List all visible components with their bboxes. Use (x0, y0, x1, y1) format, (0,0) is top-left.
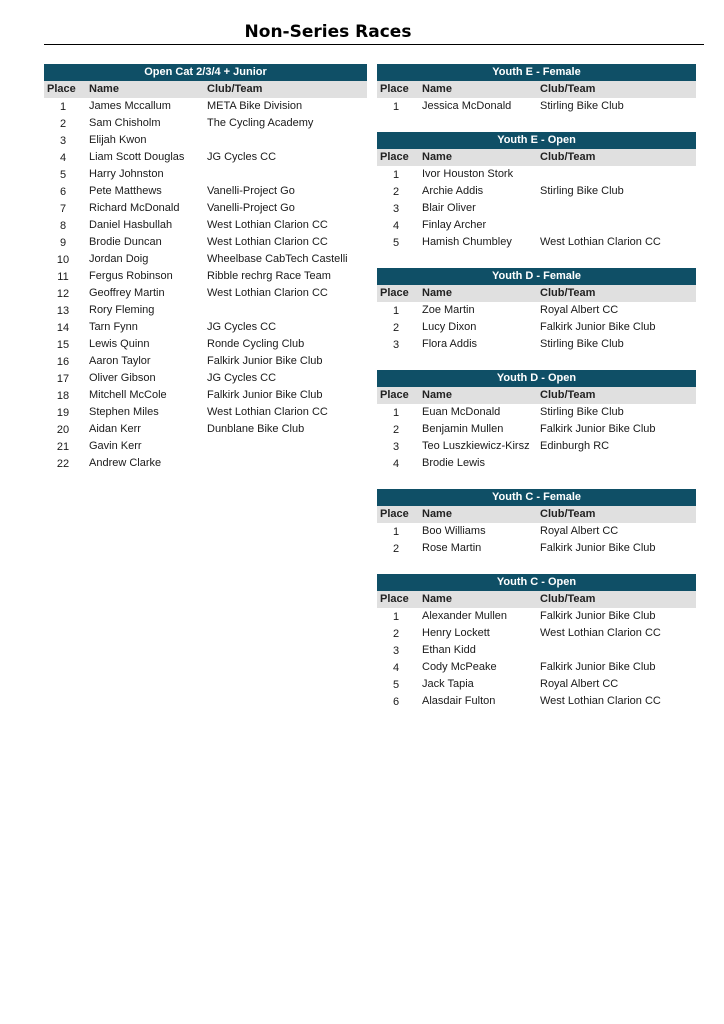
club-cell: JG Cycles CC (207, 321, 277, 333)
place-cell: 7 (59, 203, 67, 215)
table-row (44, 319, 367, 336)
table-row (44, 268, 367, 285)
table-title: Youth C - Open (377, 574, 696, 591)
place-header: Place (47, 83, 76, 95)
club-cell: West Lothian Clarion CC (540, 695, 661, 707)
name-cell: Flora Addis (422, 338, 478, 350)
name-cell: Stephen Miles (89, 406, 159, 418)
club-cell (540, 166, 696, 183)
club-header: Club/Team (540, 389, 596, 401)
club-cell: META Bike Division (207, 100, 303, 112)
place-cell: 17 (56, 373, 70, 385)
table-row (377, 540, 696, 557)
table-row (44, 438, 367, 455)
club-cell: Ribble rechrg Race Team (207, 270, 331, 282)
place-cell: 5 (392, 679, 400, 691)
column-header-row (377, 506, 696, 523)
table-row (44, 302, 367, 319)
club-header: Club/Team (540, 287, 596, 299)
table-row (44, 353, 367, 370)
club-header: Club/Team (540, 593, 596, 605)
table-row (377, 523, 696, 540)
club-cell (540, 217, 696, 234)
name-cell: Mitchell McCole (89, 389, 167, 401)
results-table (44, 64, 367, 472)
name-header: Name (422, 389, 452, 401)
column-header-row (44, 81, 367, 98)
name-cell: James Mccallum (89, 100, 171, 112)
place-cell: 2 (392, 543, 400, 555)
table-row (377, 234, 696, 251)
club-cell: Falkirk Junior Bike Club (207, 355, 323, 367)
name-cell: Lucy Dixon (422, 321, 477, 333)
name-cell: Fergus Robinson (89, 270, 173, 282)
table-row (44, 421, 367, 438)
table-row (44, 183, 367, 200)
name-cell: Jordan Doig (89, 253, 149, 265)
table-row (44, 166, 367, 183)
table-row (44, 234, 367, 251)
name-cell: Cody McPeake (422, 661, 497, 673)
club-cell: Falkirk Junior Bike Club (540, 423, 656, 435)
club-cell: The Cycling Academy (207, 117, 314, 129)
name-cell: Pete Matthews (89, 185, 162, 197)
place-cell: 4 (392, 458, 400, 470)
place-cell: 5 (392, 237, 400, 249)
club-cell: Edinburgh RC (540, 440, 610, 452)
table-row (377, 659, 696, 676)
place-cell: 3 (392, 203, 400, 215)
name-cell: Tarn Fynn (89, 321, 138, 333)
place-cell: 12 (56, 288, 70, 300)
results-table (377, 489, 696, 557)
name-cell: Sam Chisholm (89, 117, 161, 129)
club-cell: Stirling Bike Club (540, 185, 624, 197)
table-title: Youth E - Open (377, 132, 696, 149)
name-cell: Brodie Lewis (422, 457, 485, 469)
place-cell: 10 (56, 254, 70, 266)
club-cell: Dunblane Bike Club (207, 423, 305, 435)
place-cell: 9 (59, 237, 67, 249)
table-title: Open Cat 2/3/4 + Junior (44, 64, 367, 81)
name-cell: Richard McDonald (89, 202, 180, 214)
club-cell: Falkirk Junior Bike Club (540, 321, 656, 333)
club-cell (540, 200, 696, 217)
club-cell: Stirling Bike Club (540, 100, 624, 112)
name-cell: Teo Luszkiewicz-Kirsz (422, 440, 530, 452)
table-row (44, 336, 367, 353)
name-cell: Elijah Kwon (89, 134, 147, 146)
club-cell: Stirling Bike Club (540, 406, 624, 418)
table-row (44, 115, 367, 132)
place-cell: 18 (56, 390, 70, 402)
table-title: Youth E - Female (377, 64, 696, 81)
table-row (44, 387, 367, 404)
table-row (44, 455, 367, 472)
club-header: Club/Team (540, 83, 596, 95)
table-title: Youth D - Open (377, 370, 696, 387)
table-title: Youth D - Female (377, 268, 696, 285)
club-cell: JG Cycles CC (207, 151, 277, 163)
name-header: Name (422, 151, 452, 163)
name-cell: Jack Tapia (422, 678, 474, 690)
place-cell: 2 (392, 424, 400, 436)
place-cell: 4 (59, 152, 67, 164)
place-cell: 3 (59, 135, 67, 147)
place-cell: 6 (392, 696, 400, 708)
club-cell: West Lothian Clarion CC (207, 406, 328, 418)
club-cell: Falkirk Junior Bike Club (540, 661, 656, 673)
place-cell: 22 (56, 458, 70, 470)
name-cell: Rose Martin (422, 542, 482, 554)
title-divider (44, 44, 704, 45)
place-header: Place (380, 389, 409, 401)
name-header: Name (422, 593, 452, 605)
club-cell (207, 302, 367, 319)
results-table (377, 64, 696, 115)
name-cell: Aidan Kerr (89, 423, 141, 435)
results-table (377, 574, 696, 710)
name-cell: Ethan Kidd (422, 644, 476, 656)
table-row (377, 319, 696, 336)
name-cell: Euan McDonald (422, 406, 501, 418)
table-row (377, 693, 696, 710)
name-cell: Benjamin Mullen (422, 423, 504, 435)
right-column (377, 64, 696, 727)
table-row (377, 642, 696, 659)
place-cell: 3 (392, 339, 400, 351)
table-row (44, 285, 367, 302)
table-row (44, 98, 367, 115)
name-header: Name (422, 287, 452, 299)
place-cell: 15 (56, 339, 70, 351)
club-cell: Vanelli-Project Go (207, 185, 295, 197)
table-row (44, 132, 367, 149)
club-cell: Ronde Cycling Club (207, 338, 305, 350)
club-cell: Royal Albert CC (540, 525, 619, 537)
table-row (377, 421, 696, 438)
column-header-row (377, 591, 696, 608)
name-cell: Finlay Archer (422, 219, 487, 231)
name-cell: Lewis Quinn (89, 338, 150, 350)
place-cell: 4 (392, 662, 400, 674)
place-cell: 8 (59, 220, 67, 232)
place-cell: 19 (56, 407, 70, 419)
table-row (377, 404, 696, 421)
place-cell: 1 (392, 169, 400, 181)
name-cell: Alasdair Fulton (422, 695, 496, 707)
name-cell: Alexander Mullen (422, 610, 507, 622)
place-cell: 3 (392, 441, 400, 453)
table-row (377, 608, 696, 625)
place-cell: 1 (392, 407, 400, 419)
place-cell: 13 (56, 305, 70, 317)
place-cell: 2 (392, 322, 400, 334)
name-cell: Rory Fleming (89, 304, 155, 316)
club-header: Club/Team (540, 151, 596, 163)
table-row (377, 183, 696, 200)
table-row (44, 404, 367, 421)
club-cell: West Lothian Clarion CC (207, 219, 328, 231)
club-cell: West Lothian Clarion CC (540, 236, 661, 248)
name-cell: Archie Addis (422, 185, 484, 197)
place-cell: 21 (56, 441, 70, 453)
name-cell: Aaron Taylor (89, 355, 151, 367)
club-cell: Vanelli-Project Go (207, 202, 295, 214)
club-cell: West Lothian Clarion CC (207, 287, 328, 299)
place-header: Place (380, 83, 409, 95)
club-cell: Falkirk Junior Bike Club (207, 389, 323, 401)
table-row (44, 370, 367, 387)
table-row (377, 438, 696, 455)
place-cell: 2 (392, 186, 400, 198)
column-header-row (377, 149, 696, 166)
table-row (377, 302, 696, 319)
table-row (377, 217, 696, 234)
club-cell (207, 132, 367, 149)
name-cell: Zoe Martin (422, 304, 475, 316)
place-cell: 6 (59, 186, 67, 198)
name-cell: Boo Williams (422, 525, 486, 537)
name-cell: Geoffrey Martin (89, 287, 165, 299)
table-row (377, 676, 696, 693)
left-column (44, 64, 367, 489)
table-row (44, 251, 367, 268)
column-header-row (377, 81, 696, 98)
results-table (377, 268, 696, 353)
name-cell: Brodie Duncan (89, 236, 162, 248)
club-cell (207, 438, 367, 455)
place-cell: 3 (392, 645, 400, 657)
club-cell (207, 166, 367, 183)
table-row (377, 98, 696, 115)
place-cell: 14 (56, 322, 70, 334)
place-cell: 1 (392, 305, 400, 317)
table-row (377, 336, 696, 353)
club-cell (540, 642, 696, 659)
place-header: Place (380, 508, 409, 520)
table-row (377, 455, 696, 472)
name-cell: Andrew Clarke (89, 457, 162, 469)
club-header: Club/Team (207, 83, 263, 95)
name-header: Name (422, 83, 452, 95)
club-cell: Royal Albert CC (540, 678, 619, 690)
column-header-row (377, 387, 696, 404)
place-cell: 1 (392, 526, 400, 538)
table-row (377, 166, 696, 183)
table-title: Youth C - Female (377, 489, 696, 506)
club-cell: West Lothian Clarion CC (207, 236, 328, 248)
name-header: Name (422, 508, 452, 520)
place-cell: 2 (59, 118, 67, 130)
place-cell: 16 (56, 356, 70, 368)
name-cell: Daniel Hasbullah (89, 219, 173, 231)
place-cell: 20 (56, 424, 70, 436)
club-header: Club/Team (540, 508, 596, 520)
place-cell: 1 (392, 101, 400, 113)
place-cell: 1 (59, 101, 67, 113)
name-cell: Hamish Chumbley (422, 236, 512, 248)
club-cell: JG Cycles CC (207, 372, 277, 384)
club-cell: Royal Albert CC (540, 304, 619, 316)
club-cell: West Lothian Clarion CC (540, 627, 661, 639)
name-cell: Ivor Houston Stork (422, 168, 514, 180)
results-table (377, 132, 696, 251)
table-row (44, 149, 367, 166)
page-title: Non-Series Races (244, 22, 412, 42)
table-row (377, 625, 696, 642)
name-header: Name (89, 83, 119, 95)
table-row (44, 217, 367, 234)
name-cell: Jessica McDonald (422, 100, 512, 112)
column-header-row (377, 285, 696, 302)
club-cell: Falkirk Junior Bike Club (540, 610, 656, 622)
name-cell: Gavin Kerr (89, 440, 142, 452)
club-cell (207, 455, 367, 472)
table-row (44, 200, 367, 217)
place-cell: 11 (57, 271, 69, 283)
place-header: Place (380, 151, 409, 163)
place-cell: 1 (392, 611, 400, 623)
place-cell: 2 (392, 628, 400, 640)
club-cell: Stirling Bike Club (540, 338, 624, 350)
results-table (377, 370, 696, 472)
place-header: Place (380, 593, 409, 605)
name-cell: Harry Johnston (89, 168, 164, 180)
name-cell: Oliver Gibson (89, 372, 156, 384)
club-cell (540, 455, 696, 472)
place-cell: 5 (59, 169, 67, 181)
table-row (377, 200, 696, 217)
club-cell: Wheelbase CabTech Castelli (207, 253, 348, 265)
place-cell: 4 (392, 220, 400, 232)
name-cell: Blair Oliver (422, 202, 476, 214)
club-cell: Falkirk Junior Bike Club (540, 542, 656, 554)
name-cell: Henry Lockett (422, 627, 490, 639)
place-header: Place (380, 287, 409, 299)
name-cell: Liam Scott Douglas (89, 151, 185, 163)
